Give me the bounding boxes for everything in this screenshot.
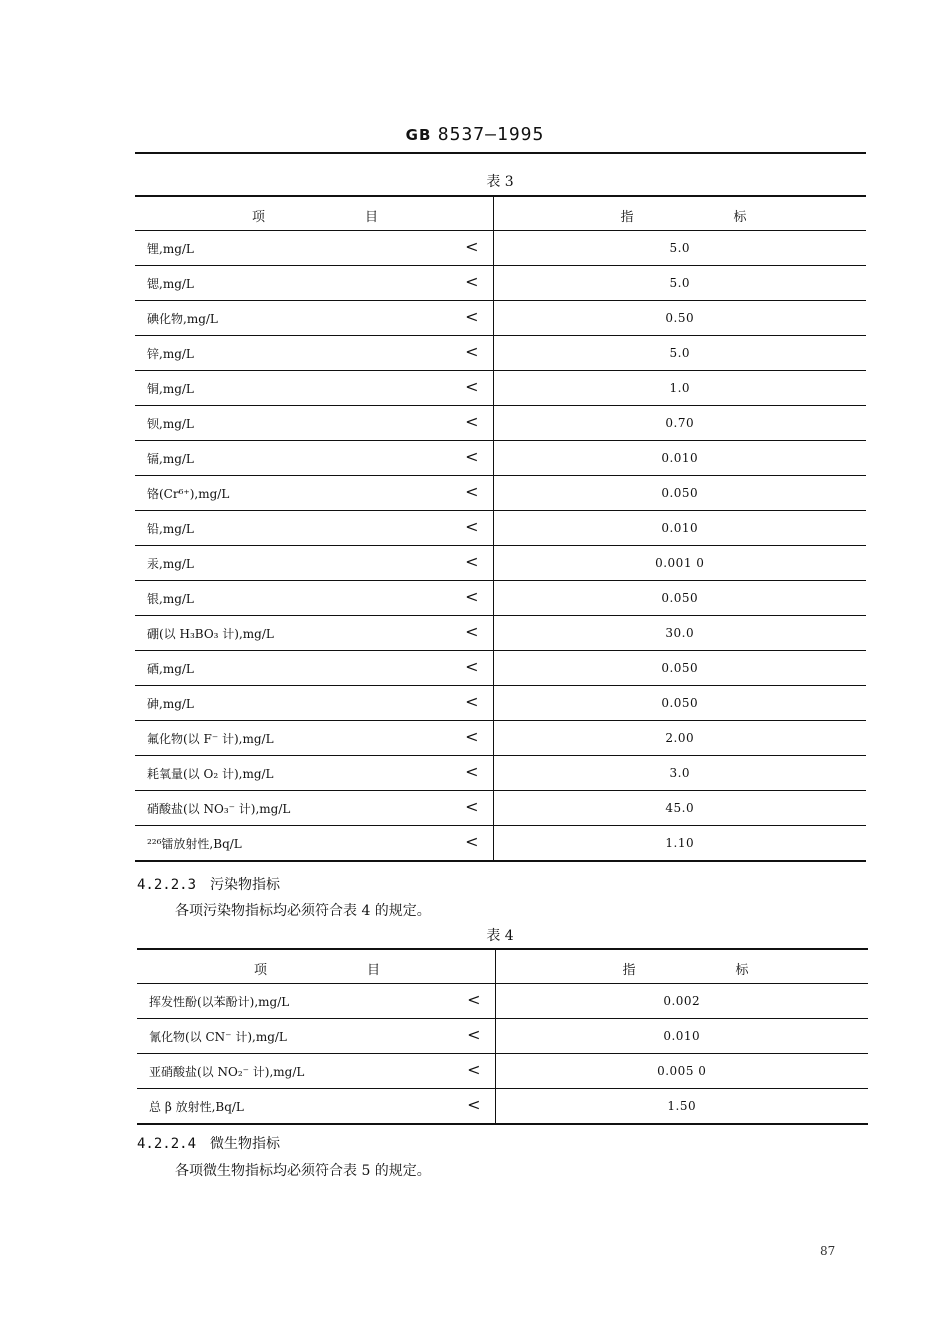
table-row: [135, 721, 866, 756]
table3-caption: 表 3: [486, 174, 514, 190]
table-row: [135, 651, 866, 686]
row-value: 0.70: [493, 406, 866, 441]
less-than-symbol: <: [465, 587, 479, 606]
row-value: 0.010: [493, 511, 866, 546]
row-value: 3.0: [493, 756, 866, 791]
row-item-name: 硼(以 H₃BO₃ 计),mg/L: [147, 627, 274, 641]
row-value: 45.0: [493, 791, 866, 826]
table-row: [135, 266, 866, 301]
less-than-symbol: <: [467, 990, 481, 1009]
section-4-2-2-4-text: 各项微生物指标均必须符合表 5 的规定。: [175, 1163, 431, 1179]
less-than-symbol: <: [465, 482, 479, 501]
less-than-symbol: <: [465, 762, 479, 781]
row-item-name: 砷,mg/L: [147, 697, 194, 711]
table3-header-ind-b: 标: [733, 210, 747, 225]
table-row: [135, 791, 866, 826]
row-value: 1.50: [495, 1089, 868, 1125]
table-row: [135, 686, 866, 721]
row-item-name: 氟化物(以 F⁻ 计),mg/L: [147, 732, 274, 746]
less-than-symbol: <: [465, 832, 479, 851]
row-item-cell: [135, 616, 493, 651]
row-value: 1.0: [493, 371, 866, 406]
table-row: [135, 406, 866, 441]
table-row: [135, 511, 866, 546]
row-item-cell: [137, 1054, 495, 1089]
section-4-2-2-3-heading: [137, 874, 280, 894]
less-than-symbol: <: [467, 1025, 481, 1044]
row-item-name: 碘化物,mg/L: [147, 312, 218, 326]
less-than-symbol: <: [467, 1095, 481, 1114]
row-item-name: 硝酸盐(以 NO₃⁻ 计),mg/L: [147, 802, 291, 816]
less-than-symbol: <: [465, 657, 479, 676]
less-than-symbol: <: [465, 447, 479, 466]
row-value: 5.0: [493, 266, 866, 301]
section-title: 污染物指标: [210, 877, 281, 893]
row-item-cell: [135, 476, 493, 511]
table-row: [137, 1054, 868, 1089]
table4-header-item-b: 目: [367, 963, 381, 978]
row-value: 0.050: [493, 581, 866, 616]
row-item-cell: [137, 1089, 495, 1125]
less-than-symbol: <: [465, 517, 479, 536]
table-row: [135, 231, 866, 266]
row-item-name: 耗氧量(以 O₂ 计),mg/L: [147, 767, 274, 781]
row-item-cell: [135, 581, 493, 616]
table4-caption: 表 4: [486, 928, 514, 944]
row-value: 0.005 0: [495, 1054, 868, 1089]
table4-header-ind-b: 标: [735, 963, 749, 978]
row-item-cell: [135, 336, 493, 371]
row-item-cell: [135, 756, 493, 791]
table-row: [137, 984, 868, 1019]
row-item-name: 镉,mg/L: [147, 452, 194, 466]
row-value: 2.00: [493, 721, 866, 756]
row-item-cell: [135, 441, 493, 476]
row-item-name: 钡,mg/L: [147, 417, 194, 431]
less-than-symbol: <: [465, 272, 479, 291]
row-item-cell: [135, 546, 493, 581]
row-item-name: 总 β 放射性,Bq/L: [149, 1100, 244, 1114]
table4-header-ind-a: 指: [622, 963, 636, 978]
row-item-name: 铅,mg/L: [147, 522, 194, 536]
table3-header-item-b: 目: [365, 210, 379, 225]
less-than-symbol: <: [465, 412, 479, 431]
table-row: [135, 546, 866, 581]
row-item-cell: [135, 686, 493, 721]
row-item-cell: [135, 791, 493, 826]
row-value: 0.001 0: [493, 546, 866, 581]
row-item-cell: [135, 406, 493, 441]
row-value: 0.010: [495, 1019, 868, 1054]
table-row: [135, 756, 866, 791]
table-4: [137, 948, 868, 1125]
standard-number: 8537—1995: [437, 124, 545, 145]
row-item-cell: [137, 984, 495, 1019]
less-than-symbol: <: [465, 692, 479, 711]
row-item-cell: [135, 266, 493, 301]
less-than-symbol: <: [465, 237, 479, 256]
row-value: 1.10: [493, 826, 866, 862]
table3-header-item-a: 项: [252, 210, 266, 225]
less-than-symbol: <: [465, 307, 479, 326]
row-value: 0.050: [493, 651, 866, 686]
table3-header-indicator: [493, 196, 866, 231]
section-number: 4.2.2.4: [137, 1136, 197, 1152]
table-row: [137, 1019, 868, 1054]
section-title: 微生物指标: [210, 1136, 281, 1152]
row-item-name: 铬(Cr⁶⁺),mg/L: [147, 487, 230, 501]
table-3: [135, 195, 866, 862]
row-item-name: 挥发性酚(以苯酚计),mg/L: [149, 995, 290, 1009]
document-header: [0, 124, 950, 145]
page-number: 87: [820, 1244, 836, 1258]
table-row: [137, 1089, 868, 1125]
table4-header-indicator: [495, 949, 868, 984]
table-row: [135, 826, 866, 862]
less-than-symbol: <: [465, 622, 479, 641]
table-row: [135, 336, 866, 371]
row-item-cell: [137, 1019, 495, 1054]
less-than-symbol: <: [465, 727, 479, 746]
row-item-name: 亚硝酸盐(以 NO₂⁻ 计),mg/L: [149, 1065, 305, 1079]
row-item-name: 硒,mg/L: [147, 662, 194, 676]
row-item-name: 银,mg/L: [147, 592, 194, 606]
row-value: 0.010: [493, 441, 866, 476]
row-value: 0.050: [493, 476, 866, 511]
section-4-2-2-3-text: 各项污染物指标均必须符合表 4 的规定。: [175, 903, 431, 919]
row-item-cell: [135, 721, 493, 756]
standard-prefix: GB: [405, 126, 432, 144]
header-rule: [135, 152, 866, 154]
row-item-cell: [135, 371, 493, 406]
table4-header-item-a: 项: [254, 963, 268, 978]
table3-header-ind-a: 指: [620, 210, 634, 225]
less-than-symbol: <: [465, 552, 479, 571]
less-than-symbol: <: [465, 342, 479, 361]
table-row: [135, 301, 866, 336]
row-item-name: 锶,mg/L: [147, 277, 194, 291]
row-item-name: 锂,mg/L: [147, 242, 194, 256]
row-value: 5.0: [493, 336, 866, 371]
row-item-name: 铜,mg/L: [147, 382, 194, 396]
section-4-2-2-4-heading: [137, 1133, 280, 1153]
table-row: [135, 581, 866, 616]
less-than-symbol: <: [465, 797, 479, 816]
row-value: 5.0: [493, 231, 866, 266]
row-value: 0.002: [495, 984, 868, 1019]
row-item-name: ²²⁶镭放射性,Bq/L: [147, 837, 242, 851]
table-row: [135, 616, 866, 651]
row-item-name: 汞,mg/L: [147, 557, 194, 571]
row-item-name: 锌,mg/L: [147, 347, 194, 361]
row-item-cell: [135, 826, 493, 862]
row-item-cell: [135, 511, 493, 546]
row-item-cell: [135, 651, 493, 686]
table-row: [135, 371, 866, 406]
table3-header-item: [135, 196, 493, 231]
table4-header-item: [137, 949, 495, 984]
table-row: [135, 476, 866, 511]
row-value: 0.50: [493, 301, 866, 336]
row-item-cell: [135, 231, 493, 266]
row-value: 30.0: [493, 616, 866, 651]
row-item-cell: [135, 301, 493, 336]
section-number: 4.2.2.3: [137, 877, 197, 893]
less-than-symbol: <: [465, 377, 479, 396]
less-than-symbol: <: [467, 1060, 481, 1079]
row-value: 0.050: [493, 686, 866, 721]
row-item-name: 氰化物(以 CN⁻ 计),mg/L: [149, 1030, 287, 1044]
table-row: [135, 441, 866, 476]
